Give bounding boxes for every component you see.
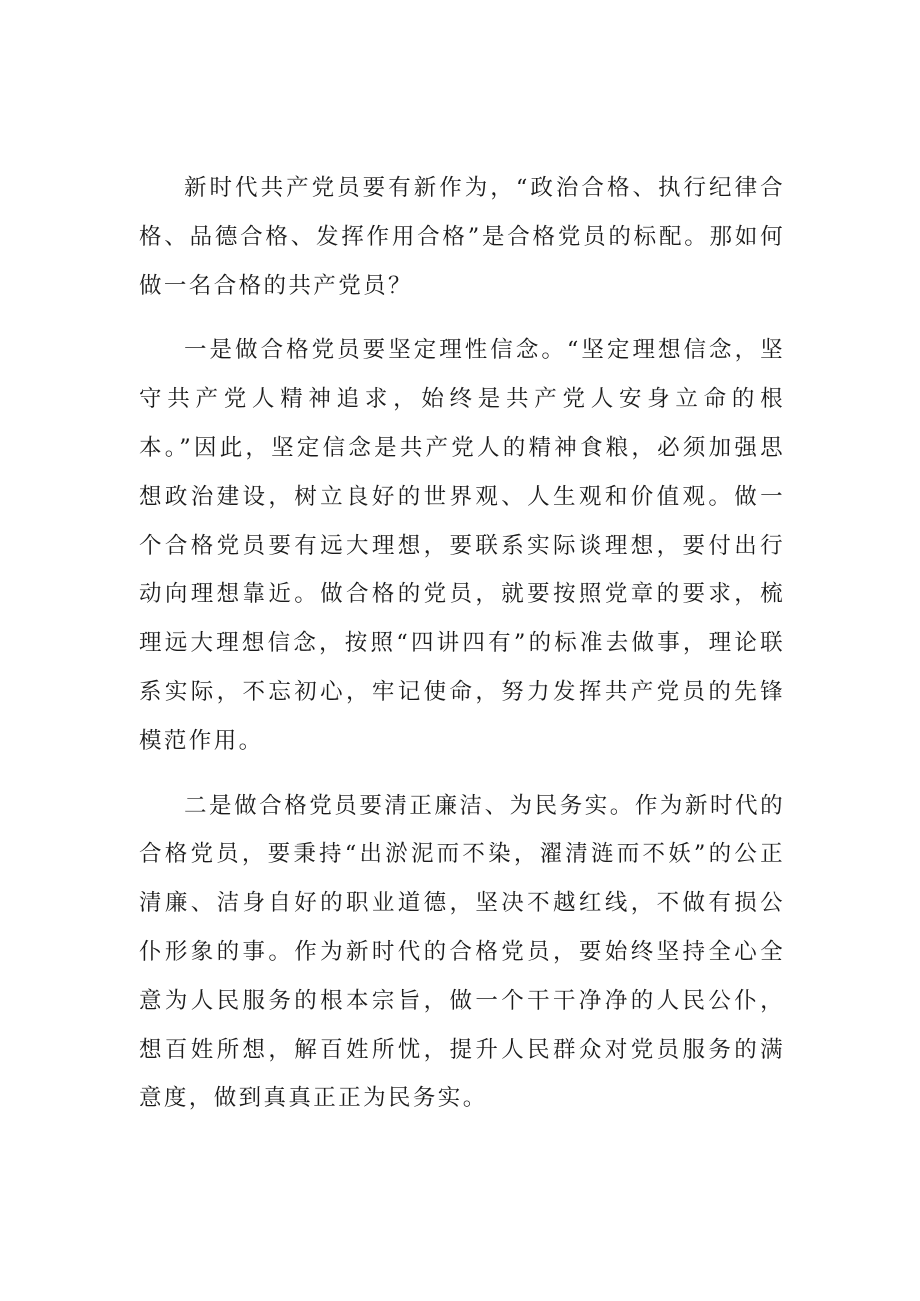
document-body [139,164,785,1139]
paragraph-point-two: 二是做合格党员要清正廉洁、为民务实。作为新时代的合格党员，要秉持“出淤泥而不染，濯清涟而不妖”的公正清廉、洁身自好的职业道德，坚决不越红线，不做有损公仆形象的事。作为新时代的合格党员，要始终坚持全心全意为人民服务的根本宗旨，做一个干干净净的人民公仆，想百姓所想，解百姓所忧，提升人民群众对党员服务的满意度，做到真真正正为民务实。 [139,792,785,1112]
paragraph-intro: 新时代共产党员要有新作为，“政治合格、执行纪律合格、品德合格、发挥作用合格”是合格党员的标配。那如何做一名合格的共产党员？ [139,175,785,299]
paragraph-point-one: 一是做合格党员要坚定理性信念。“坚定理想信念，坚守共产党人精神追求，始终是共产党人安身立命的根本。”因此，坚定信念是共产党人的精神食粮，必须加强思想政治建设，树立良好的世界观、人生观和价值观。做一个合格党员要有远大理想，要联系实际谈理想，要付出行动向理想靠近。做合格的党员，就要按照党章的要求，梳理远大理想信念，按照“四讲四有”的标准去做事，理论联系实际，不忘初心，牢记使命，努力发挥共产党员的先锋模范作用。 [139,337,785,754]
